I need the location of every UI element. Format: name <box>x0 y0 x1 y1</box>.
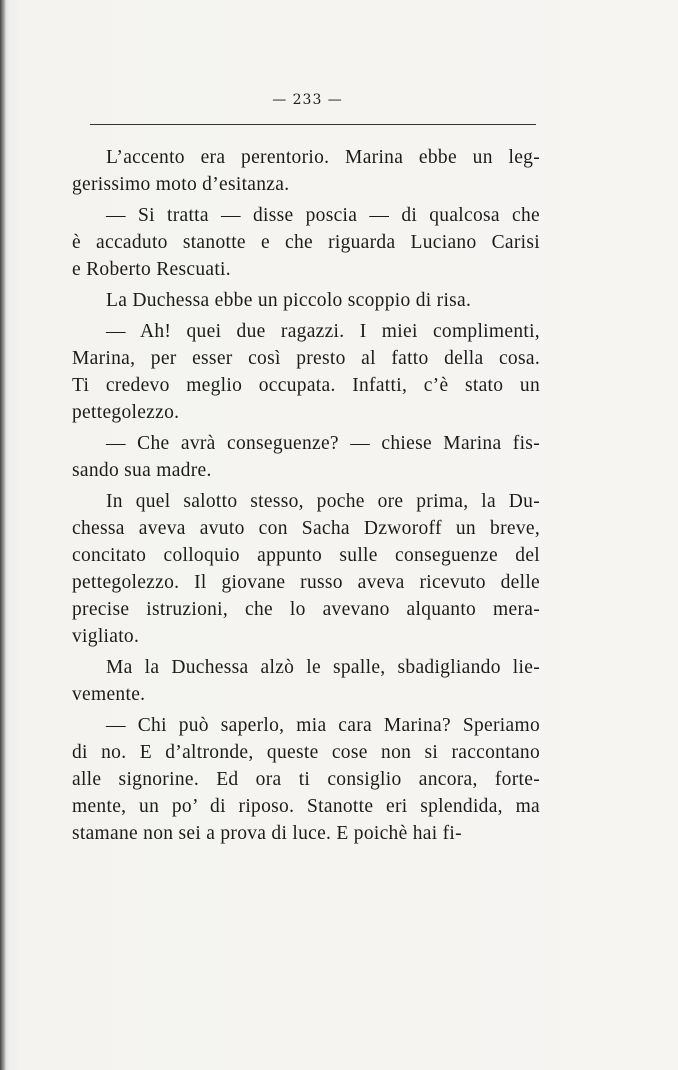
text-line: pettegolezzo. Il giovane russo aveva ricevuto delle <box>72 572 540 593</box>
text-line: sando sua madre. <box>72 460 212 481</box>
paragraph <box>72 654 540 708</box>
body-text <box>72 144 540 851</box>
text-line: — Chi può saperlo, mia cara Marina? Speriamo <box>106 715 540 736</box>
text-line: vemente. <box>72 684 146 705</box>
text-line: chessa aveva avuto con Sacha Dzworoff un breve, <box>72 518 540 539</box>
text-line: Marina, per esser così presto al fatto della cosa. <box>72 348 540 369</box>
text-line: La Duchessa ebbe un piccolo scoppio di risa. <box>106 290 472 311</box>
header-rule <box>90 124 536 125</box>
text-line: mente, un po’ di riposo. Stanotte eri splendida, ma <box>72 796 540 817</box>
text-line: L’accento era perentorio. Marina ebbe un leg- <box>106 147 540 168</box>
page-binding-edge <box>0 0 6 1070</box>
text-line: — Che avrà conseguenze? — chiese Marina fis- <box>106 433 540 454</box>
text-line: Ma la Duchessa alzò le spalle, sbadigliando lie- <box>106 657 540 678</box>
paragraph <box>72 430 540 484</box>
text-line: stamane non sei a prova di luce. E poichè hai fi- <box>72 823 462 844</box>
paragraph <box>72 287 540 314</box>
text-line: In quel salotto stesso, poche ore prima, la Du- <box>106 491 540 512</box>
text-line: è accaduto stanotte e che riguarda Luciano Carisi <box>72 232 540 253</box>
paragraph <box>72 712 540 847</box>
text-line: — Ah! quei due ragazzi. I miei complimenti, <box>106 321 540 342</box>
text-line: — Si tratta — disse poscia — di qualcosa che <box>106 205 540 226</box>
text-line: di no. E d’altronde, queste cose non si raccontano <box>72 742 540 763</box>
paragraph <box>72 144 540 198</box>
text-line: Ti credevo meglio occupata. Infatti, c’è stato un <box>72 375 540 396</box>
paragraph <box>72 202 540 283</box>
text-line: alle signorine. Ed ora ti consiglio ancora, forte- <box>72 769 540 790</box>
paragraph <box>72 488 540 650</box>
text-line: precise istruzioni, che lo avevano alquanto mera- <box>72 599 540 620</box>
text-line: gerissimo moto d’esitanza. <box>72 174 290 195</box>
page-number: — 233 — <box>272 92 343 108</box>
paragraph <box>72 318 540 426</box>
text-line: e Roberto Rescuati. <box>72 259 231 280</box>
text-line: pettegolezzo. <box>72 402 180 423</box>
text-line: vigliato. <box>72 626 140 647</box>
text-line: concitato colloquio appunto sulle conseguenze del <box>72 545 540 566</box>
